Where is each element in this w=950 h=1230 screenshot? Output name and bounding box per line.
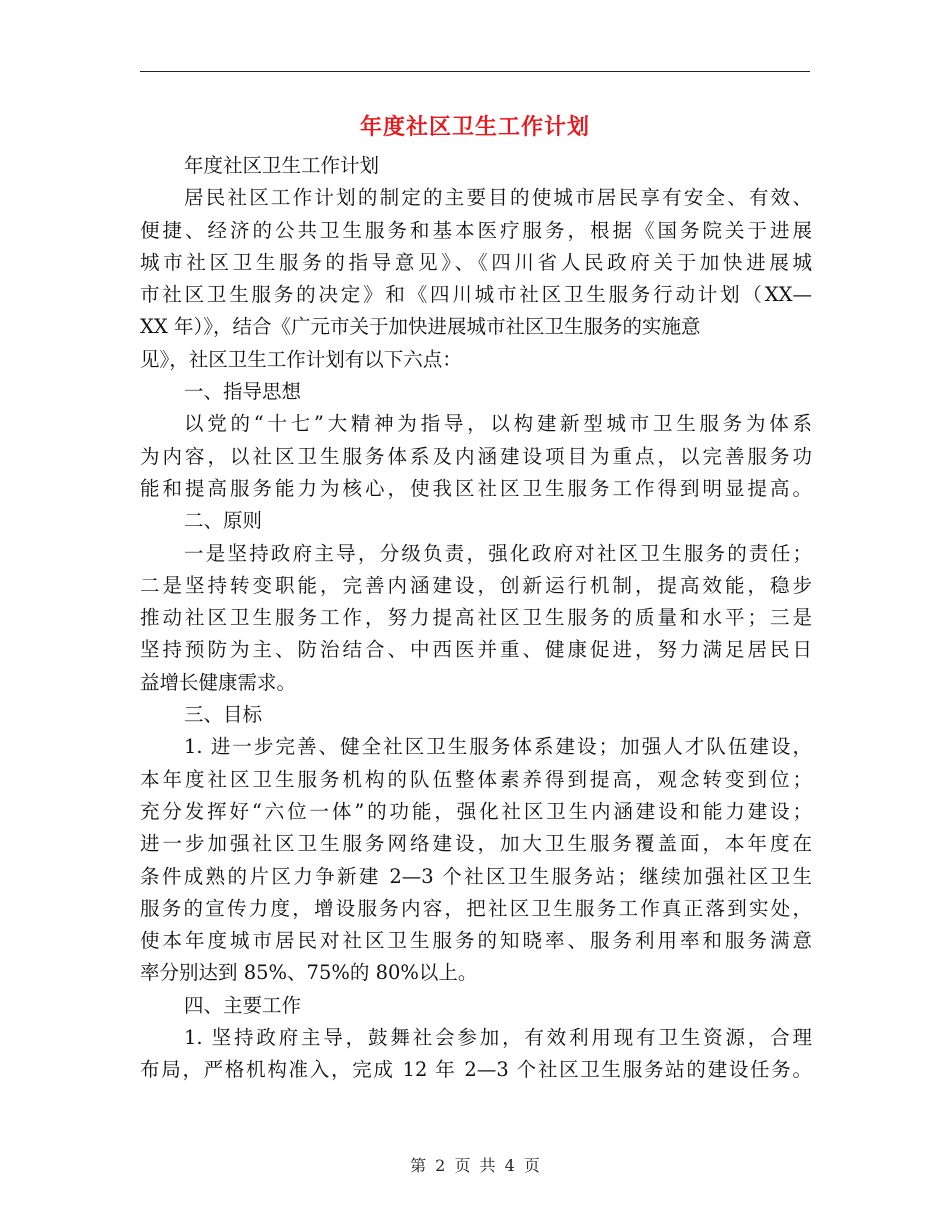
paragraph-line: 为内容，以社区卫生服务体系及内涵建设项目为重点，以完善服务功 — [140, 444, 812, 468]
paragraph-line: 率分别达到 85%、75%的 80%以上。 — [140, 961, 478, 985]
document-body — [140, 150, 812, 1087]
paragraph-line: 城市社区卫生服务的指导意见》、《四川省人民政府关于加快进展城 — [140, 250, 812, 274]
header-rule — [140, 71, 810, 72]
paragraph-line: 二、原则 — [184, 509, 263, 533]
paragraph-line: 以党的“十七”大精神为指导，以构建新型城市卫生服务为体系 — [184, 412, 812, 436]
paragraph-line: 市社区卫生服务的决定》和《四川城市社区卫生服务行动计划（XX— — [140, 283, 812, 307]
paragraph-line: 年度社区卫生工作计划 — [184, 154, 380, 177]
paragraph-line: 能和提高服务能力为核心，使我区社区卫生服务工作得到明显提高。 — [140, 476, 812, 500]
paragraph-line: 坚持预防为主、防治结合、中西医并重、健康促进，努力满足居民日 — [140, 638, 812, 662]
paragraph-line: 见》，社区卫生工作计划有以下六点： — [140, 347, 462, 371]
paragraph-line: XX 年）》，结合《广元市关于加快进展城市社区卫生服务的实施意 — [140, 315, 701, 339]
paragraph-line: 服务的宣传力度，增设服务内容，把社区卫生服务工作真正落到实处， — [140, 896, 812, 920]
paragraph-line: 1. 坚持政府主导，鼓舞社会参加，有效利用现有卫生资源，合理 — [184, 1026, 812, 1050]
paragraph-line: 益增长健康需求。 — [140, 670, 297, 694]
paragraph-line: 使本年度城市居民对社区卫生服务的知晓率、服务利用率和服务满意 — [140, 929, 812, 953]
paragraph-line: 条件成熟的片区力争新建 2—3 个社区卫生服务站；继续加强社区卫生 — [140, 864, 812, 888]
paragraph-line: 布局，严格机构准入，完成 12 年 2—3 个社区卫生服务站的建设任务。 — [140, 1058, 812, 1082]
paragraph-line: 二是坚持转变职能，完善内涵建设，创新运行机制，提高效能，稳步 — [140, 573, 812, 597]
page-number-footer: 第 2 页 共 4 页 — [410, 1156, 540, 1175]
paragraph-line: 充分发挥好“六位一体”的功能，强化社区卫生内涵建设和能力建设； — [140, 799, 812, 823]
paragraph-line: 本年度社区卫生服务机构的队伍整体素养得到提高，观念转变到位； — [140, 767, 812, 791]
document-title: 年度社区卫生工作计划 — [359, 115, 590, 140]
paragraph-line: 便捷、经济的公共卫生服务和基本医疗服务，根据《国务院关于进展 — [140, 218, 812, 242]
paragraph-line: 一、指导思想 — [184, 380, 302, 404]
paragraph-line: 推动社区卫生服务工作，努力提高社区卫生服务的质量和水平；三是 — [140, 606, 812, 630]
paragraph-line: 进一步加强社区卫生服务网络建设，加大卫生服务覆盖面，本年度在 — [140, 832, 812, 856]
paragraph-line: 居民社区工作计划的制定的主要目的使城市居民享有安全、有效、 — [184, 186, 812, 210]
paragraph-line: 1. 进一步完善、健全社区卫生服务体系建设；加强人才队伍建设， — [184, 735, 812, 759]
paragraph-line: 一是坚持政府主导，分级负责，强化政府对社区卫生服务的责任； — [184, 541, 812, 565]
paragraph-line: 四、主要工作 — [184, 993, 302, 1017]
paragraph-line: 三、目标 — [184, 703, 263, 727]
